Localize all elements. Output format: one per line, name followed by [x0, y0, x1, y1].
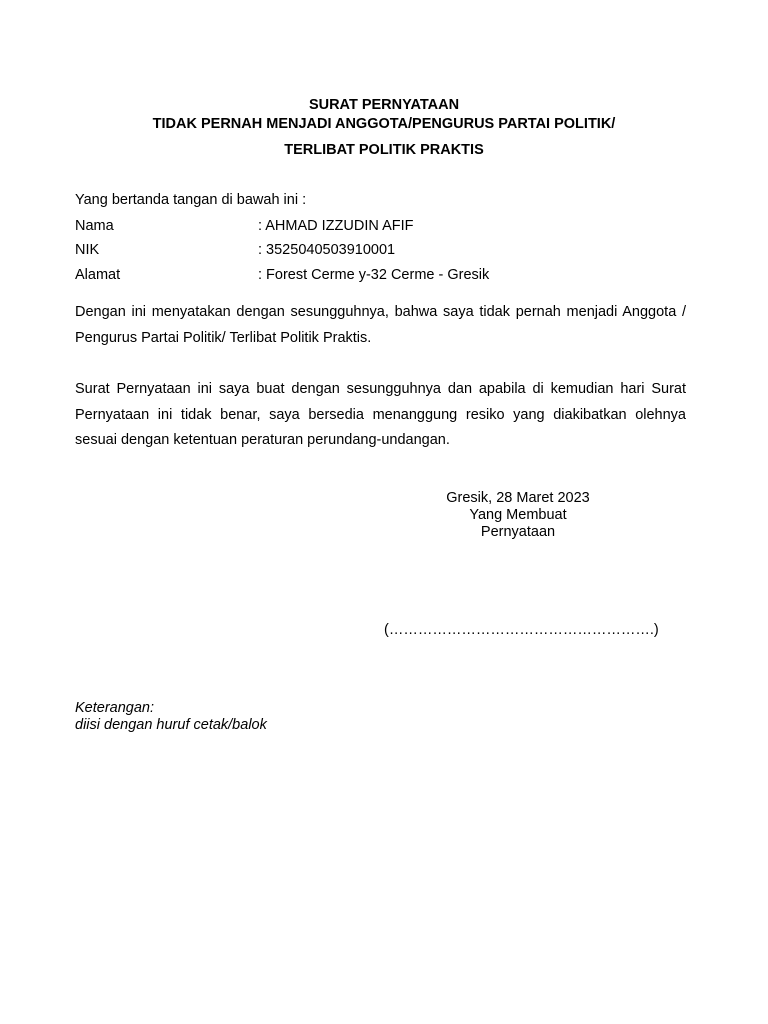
nama-value: : AHMAD IZZUDIN AFIF	[258, 218, 414, 234]
intro-text: Yang bertanda tangan di bawah ini :	[75, 192, 307, 208]
signature-name-line: (……………………………………………….)	[384, 622, 659, 638]
alamat-label: Alamat	[75, 267, 121, 283]
document-title-line3: TERLIBAT POLITIK PRAKTIS	[284, 142, 484, 158]
alamat-value: : Forest Cerme y-32 Cerme - Gresik	[258, 267, 490, 283]
place-date: Gresik, 28 Maret 2023	[446, 490, 590, 506]
nama-label: Nama	[75, 218, 114, 234]
notes-text: diisi dengan huruf cetak/balok	[75, 717, 267, 733]
document-title-line1: SURAT PERNYATAAN	[308, 97, 460, 113]
notes-block	[75, 700, 267, 734]
document-title-line2: TIDAK PERNAH MENJADI ANGGOTA/PENGURUS PARTAI POLITIK/	[152, 116, 616, 132]
nik-label: NIK	[75, 242, 100, 258]
liability-paragraph: Surat Pernyataan ini saya buat dengan sesungguhnya dan apabila di kemudian hari Surat Pernyataan ini tidak benar, saya bersedia menanggung resiko yang diakibatkan olehnya sesuai dengan ketentuan peraturan perundang-undangan.	[75, 381, 686, 448]
nik-value: : 3525040503910001	[258, 242, 396, 258]
signer-role-line1: Yang Membuat	[469, 507, 567, 523]
signature-block	[430, 490, 606, 541]
signer-role-line2: Pernyataan	[480, 524, 556, 540]
statement-paragraph: Dengan ini menyatakan dengan sesungguhnya, bahwa saya tidak pernah menjadi Anggota / Pengurus Partai Politik/ Terlibat Politik Praktis.	[75, 304, 686, 346]
notes-label: Keterangan:	[75, 700, 155, 716]
